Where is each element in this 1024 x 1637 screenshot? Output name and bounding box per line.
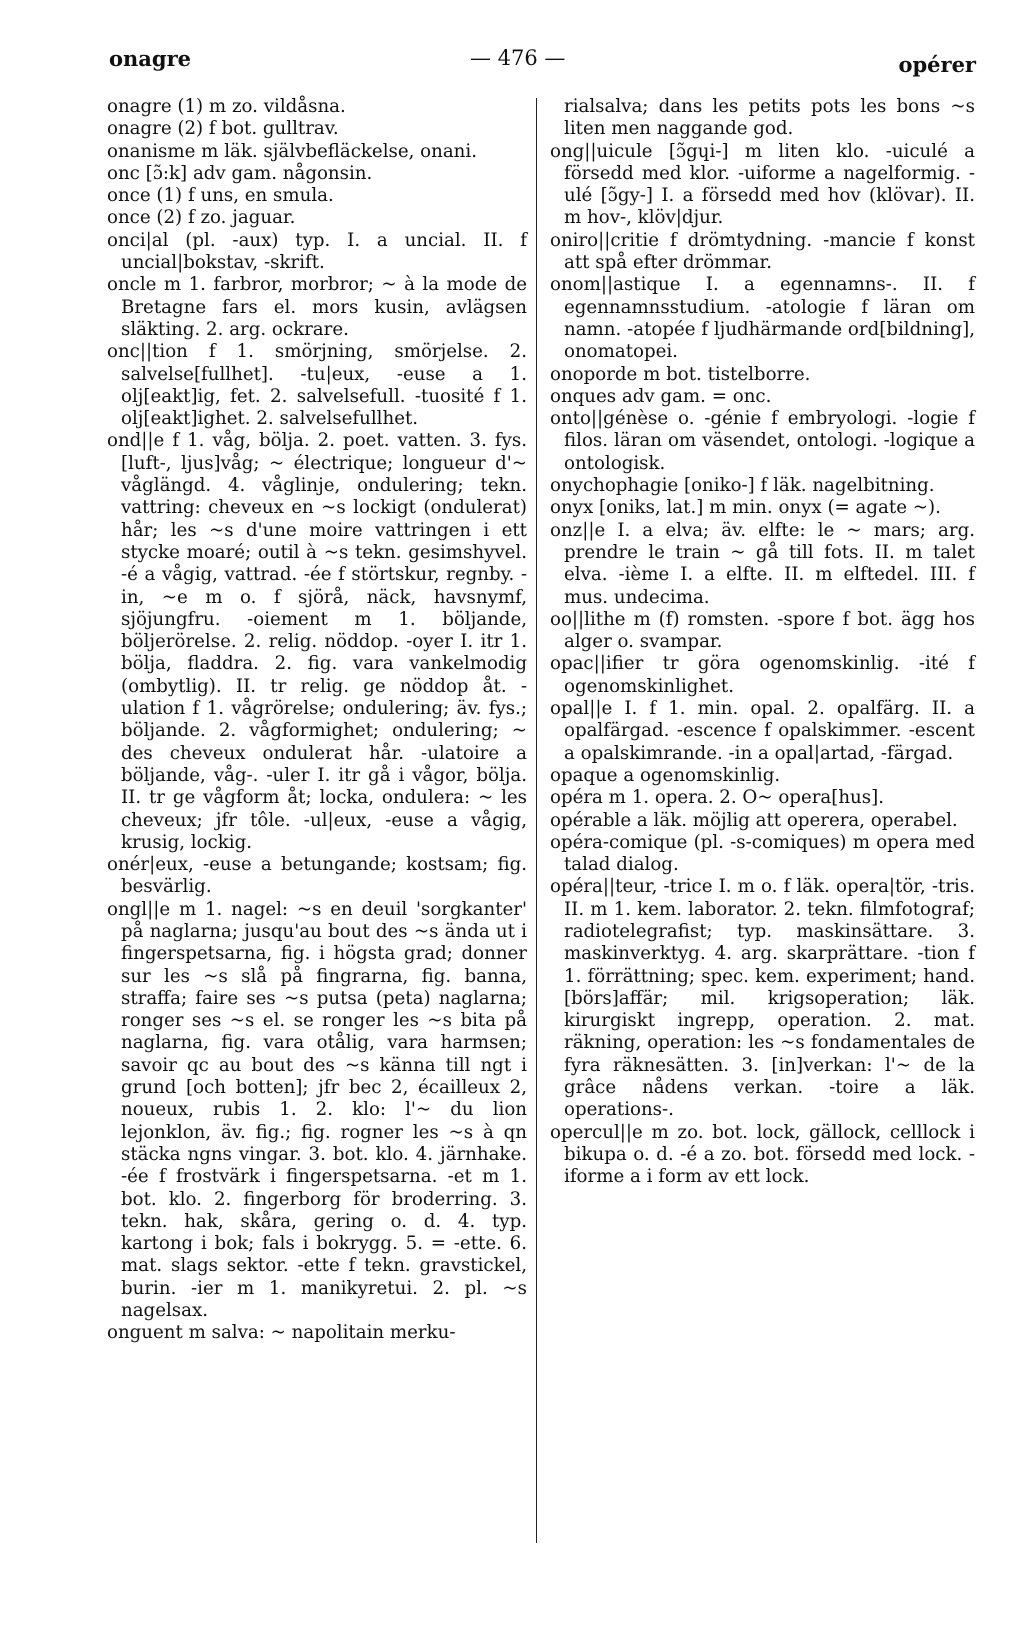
column-divider <box>536 98 537 1543</box>
dictionary-entry: onz||e I. a elva; äv. elfte: le ~ mars; arg. prendre le train ~ gå till fots. II. m talet elva. -ième I. a elfte. II. m elftedel. III. f mus. undecima. <box>550 519 975 608</box>
dictionary-entry: onyx [oniks, lat.] m min. onyx (= agate ~). <box>550 497 941 519</box>
dictionary-entry: once (2) f zo. jaguar. <box>107 207 296 229</box>
dictionary-entry: onychophagie [oniko-] f läk. nagelbitning. <box>550 475 935 497</box>
dictionary-entry: onto||génèse o. -génie f embryologi. -logie f filos. läran om väsendet, ontologi. -logique a ontologisk. <box>550 408 975 474</box>
dictionary-entry: opéra m 1. opera. 2. O~ opera[hus]. <box>550 787 884 809</box>
dictionary-entry: onc||tion f 1. smörjning, smörjelse. 2. salvelse[fullhet]. -tu|eux, -euse a 1. olj[eakt]ig, fet. 2. salvelsefull. -tuosité f 1. olj[eakt]ighet. 2. salvelsefullhet. <box>107 341 527 430</box>
dictionary-entry: onguent m salva: ~ napolitain merku- <box>107 1322 456 1344</box>
dictionary-entry: opal||e I. f 1. min. opal. 2. opalfärg. II. a opalfärgad. -escence f opalskimmer. -escent a opalskimrande. -in a opal|artad, -färgad. <box>550 698 975 764</box>
dictionary-entry: opac||ifier tr göra ogenomskinlig. -ité f ogenomskinlighet. <box>550 653 975 697</box>
dictionary-entry: onagre (1) m zo. vildåsna. <box>107 96 346 117</box>
dictionary-entry: onom||astique I. a egennamns-. II. f egennamnsstudium. -atologie f läran om namn. -atopée f ljudhärmande ord[bildning], onomatopei. <box>550 274 975 363</box>
dictionary-entry: onér|eux, -euse a betungande; kostsam; fig. besvärlig. <box>107 854 527 898</box>
dictionary-entry: opaque a ogenomskinlig. <box>550 764 781 786</box>
dictionary-entry: ond||e f 1. våg, bölja. 2. poet. vatten. 3. fys. [luft-, ljus]våg; ~ électrique; longueur d'~ våglängd. 4. våglinje, ondulering; tekn. vattring: cheveux en ~s lockigt (ondulerat) hår; les ~s d'une moire vattringen i ett stycke moaré; outil à ~s tekn. gesimshyvel. -é a vågig, vattrad. -ée f störtskur, regnby. -in, ~e m o. f sjörå, näck, havsnymf, sjöjungfru. -oiement m 1. böljande, böljerörelse. 2. relig. nöddop. -oyer I. itr 1. bölja, fladdra. 2. fig. vara vankelmodig (ombytlig). II. tr relig. ge nöddop åt. -ulation f 1. vågrörelse; ondulering; äv. fys.; böljande. 2. vågformighet; ondulering; ~ des cheveux ondulerat hår. -ulatoire a böljande, våg-. -uler I. itr gå i vågor, bölja. II. tr ge vågform åt; locka, ondulera: ~ les cheveux; jfr tôle. -ul|eux, -euse a vågig, krusig, lockig. <box>107 430 527 853</box>
page-number: — 476 — <box>470 46 566 70</box>
right-column <box>550 96 975 1189</box>
dictionary-entry: ongl||e m 1. nagel: ~s en deuil 'sorgkanter' på naglarna; jusqu'au bout des ~s ända ut i fingerspetsarna, fig. i högsta grad; donner sur les ~s slå på fingrarna, fig. banna, straffa; faire ses ~s putsa (peta) naglarna; ronger ses ~s el. se ronger les ~s bita på naglarna, fig. vara otålig, vara harmsen; savoir qc au bout des ~s känna till ngt i grund [och botten]; jfr bec 2, écailleux 2, noueux, rubis 1. 2. klo: l'~ du lion lejonklon, äv. fig.; fig. rogner les ~s à qn stäcka ngns vingar. 3. bot. klo. 4. järnhake. -ée f frostvärk i fingerspetsarna. -et m 1. bot. klo. 2. fingerborg för broderring. 3. tekn. hak, skåra, gering o. d. 4. typ. kartong i bok; fals i bokrygg. 5. = -ette. 6. mat. slags sektor. -ette f tekn. gravstickel, burin. -ier m 1. manikyretui. 2. pl. ~s nagelsax. <box>107 898 527 1322</box>
dictionary-entry: onci|al (pl. -aux) typ. I. a uncial. II. f uncial|bokstav, -skrift. <box>107 229 527 274</box>
dictionary-entry: once (1) f uns, en smula. <box>107 185 334 207</box>
dictionary-entry: opérable a läk. möjlig att operera, operabel. <box>550 809 958 831</box>
header-right-word: opérer <box>898 52 976 77</box>
dictionary-entry: opéra-comique (pl. -s-comiques) m opera med talad dialog. <box>550 831 975 876</box>
dictionary-entry: onagre (2) f bot. gulltrav. <box>107 118 339 140</box>
continued-entry: rialsalva; dans les petits pots les bons ~s liten men naggande god. <box>564 96 975 140</box>
dictionary-entry: onc [ɔ̃:k] adv gam. någonsin. <box>107 162 373 184</box>
dictionary-entry: oncle m 1. farbror, morbror; ~ à la mode de Bretagne fars el. mors kusin, avlägsen släkting. 2. arg. ockrare. <box>107 274 527 340</box>
left-column <box>107 96 527 1345</box>
dictionary-entry: onoporde m bot. tistelborre. <box>550 363 811 385</box>
dictionary-entry: onques adv gam. = onc. <box>550 385 772 407</box>
dictionary-entry: opercul||e m zo. bot. lock, gällock, celllock i bikupa o. d. -é a zo. bot. försedd med lock. -iforme a i form av ett lock. <box>550 1121 975 1188</box>
dictionary-entry: opéra||teur, -trice I. m o. f läk. opera|tör, -tris. II. m 1. kem. laborator. 2. tekn. filmfotograf; radiotelegrafist; typ. maskinsättare. 3. maskinverktyg. 4. arg. skarprättare. -tion f 1. förrättning; spec. kem. experiment; hand. [börs]affär; mil. krigsoperation; läk. kirurgiskt ingrepp, operation. 2. mat. räkning, operation: les ~s fondamentales de fyra räknesätten. 3. [in]verkan: l'~ de la grâce nådens verkan. -toire a läk. operations-. <box>550 876 975 1121</box>
dictionary-entry: oo||lithe m (f) romsten. -spore f bot. ägg hos alger o. svampar. <box>550 608 975 653</box>
dictionary-entry: onanisme m läk. självbefläckelse, onani. <box>107 140 477 162</box>
dictionary-entry: oniro||critie f drömtydning. -mancie f konst att spå efter drömmar. <box>550 229 975 274</box>
header-left-word: onagre <box>109 46 191 71</box>
dictionary-entry: ong||uicule [ɔ̃gɥi-] m liten klo. -uiculé a försedd med klor. -uiforme a nagelformig. -ulé [ɔ̃gy-] I. a försedd med hov (klövar). II. m hov-, klöv|djur. <box>550 140 975 229</box>
